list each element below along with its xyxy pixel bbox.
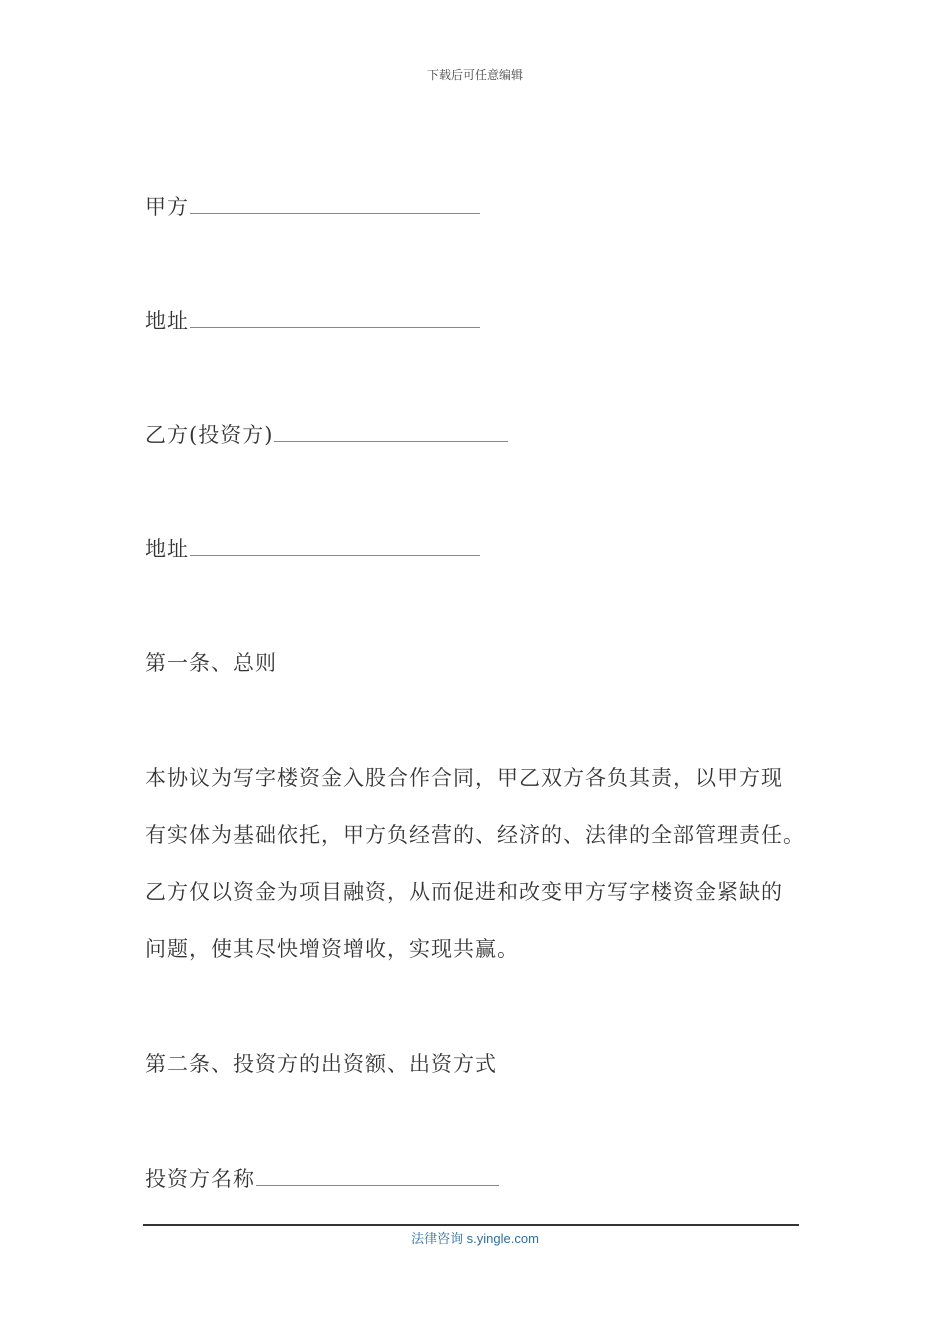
party-b-address-field xyxy=(145,534,480,564)
party-a-field xyxy=(145,192,480,222)
page-header-note: 下载后可任意编辑 xyxy=(426,68,523,82)
article-1-paragraph-line: 本协议为写字楼资金入股合作合同，甲乙双方各负其责，以甲方现 xyxy=(145,766,783,790)
party-b-input-line xyxy=(274,423,508,442)
article-1-heading: 第一条、总则 xyxy=(145,651,277,675)
party-b-address-input-line xyxy=(190,537,480,556)
article-1-paragraph-line: 有实体为基础依托，甲方负经营的、经济的、法律的全部管理责任。 xyxy=(145,823,805,847)
party-a-address-field xyxy=(145,306,480,336)
party-a-address-input-line xyxy=(190,309,480,328)
party-b-address-label: 地址 xyxy=(145,537,189,561)
party-a-address-label: 地址 xyxy=(145,309,189,333)
party-b-field xyxy=(145,420,508,450)
investor-name-label: 投资方名称 xyxy=(145,1167,255,1191)
article-2-heading: 第二条、投资方的出资额、出资方式 xyxy=(145,1052,497,1076)
party-b-label: 乙方(投资方) xyxy=(145,423,274,447)
investor-name-field xyxy=(145,1164,499,1194)
party-a-input-line xyxy=(190,195,480,214)
investor-name-input-line xyxy=(256,1167,499,1186)
party-a-label: 甲方 xyxy=(145,195,189,219)
footer-link[interactable]: 法律咨询 s.yingle.com xyxy=(411,1231,539,1246)
article-1-paragraph-line: 问题，使其尽快增资增收，实现共赢。 xyxy=(145,937,519,961)
article-1-paragraph-line: 乙方仅以资金为项目融资，从而促进和改变甲方写字楼资金紧缺的 xyxy=(145,880,783,904)
footer-divider xyxy=(143,1224,799,1226)
